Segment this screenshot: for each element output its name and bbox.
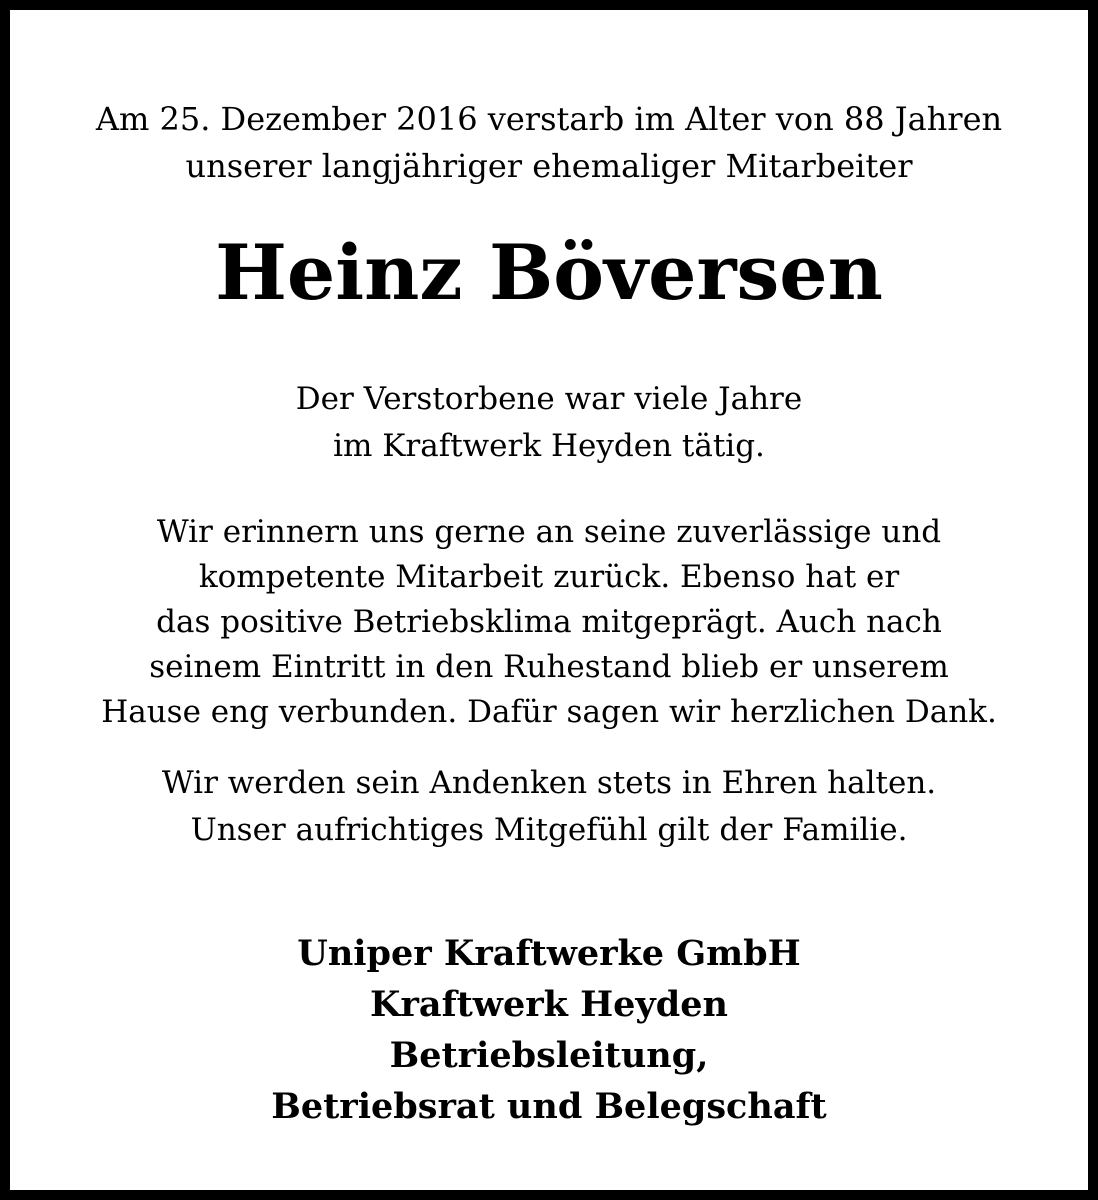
paragraph-line: Hause eng verbunden. Dafür sagen wir herzlichen Dank. <box>101 694 997 730</box>
paragraph-line: Unser aufrichtiges Mitgefühl gilt der Familie. <box>190 812 908 848</box>
signature-line: Kraftwerk Heyden <box>370 984 728 1025</box>
signature-line: Betriebsrat und Belegschaft <box>271 1086 827 1127</box>
career-paragraph <box>20 376 1078 470</box>
deceased-name: Heinz Böversen <box>215 228 883 317</box>
signature-block <box>20 928 1078 1132</box>
paragraph-line: im Kraftwerk Heyden tätig. <box>333 428 765 464</box>
intro-line: unserer langjähriger ehemaliger Mitarbeiter <box>185 147 913 185</box>
paragraph-line: das positive Betriebsklima mitgeprägt. Auch nach <box>156 604 942 640</box>
signature-line: Uniper Kraftwerke GmbH <box>297 933 801 974</box>
paragraph-line: seinem Eintritt in den Ruhestand blieb er unserem <box>149 649 949 685</box>
paragraph-line: Wir erinnern uns gerne an seine zuverlässige und <box>156 514 942 550</box>
signature-line: Betriebsleitung, <box>389 1035 709 1076</box>
paragraph-line: Wir werden sein Andenken stets in Ehren halten. <box>161 765 937 801</box>
condolence-paragraph <box>20 760 1078 854</box>
paragraph-line: Der Verstorbene war viele Jahre <box>295 381 803 417</box>
intro-text <box>20 96 1078 190</box>
paragraph-line: kompetente Mitarbeit zurück. Ebenso hat er <box>198 559 900 595</box>
notice-content <box>20 20 1078 1180</box>
tribute-paragraph <box>20 510 1078 735</box>
intro-line: Am 25. Dezember 2016 verstarb im Alter von 88 Jahren <box>95 100 1003 138</box>
